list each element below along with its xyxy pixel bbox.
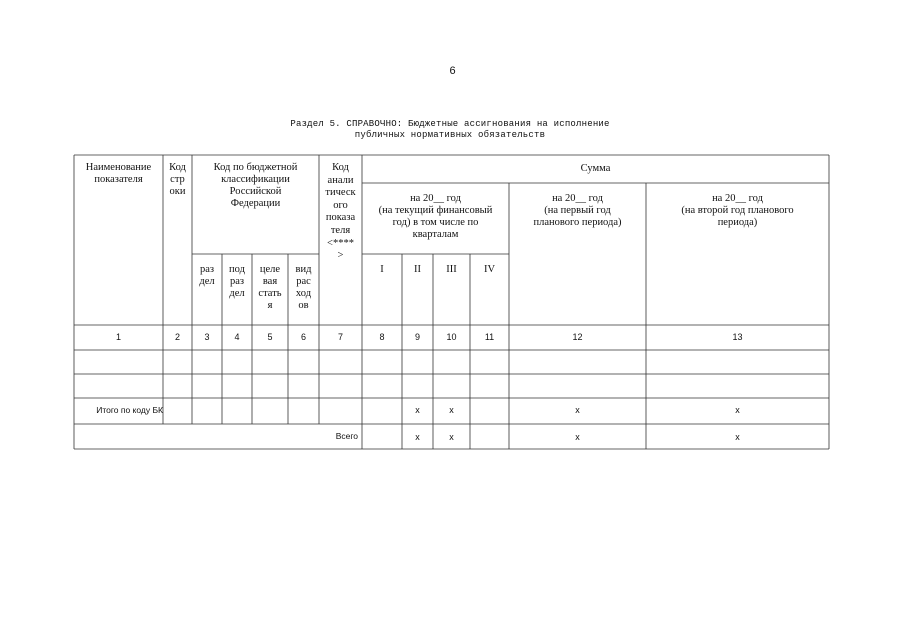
header-year-second: на 20__ год (на второй год планового периода) [681, 193, 794, 228]
header-analytic-code: Код анали тическ ого показа теля <**** > [325, 162, 356, 262]
header-expense-type: вид рас ход ов [295, 264, 312, 311]
total-bk-cell-12: x [575, 405, 580, 415]
header-year-current: на 20__ год (на текущий финансовый год) в том числе по кварталам [378, 193, 493, 240]
column-number: 1 [115, 332, 121, 342]
column-number: 13 [732, 332, 743, 342]
total-all-cell-10: x [449, 432, 454, 442]
column-number: 4 [234, 332, 240, 342]
page-number: 6 [449, 65, 456, 77]
header-budget-code: Код по бюджетной классификации Российской Федерации [213, 162, 298, 209]
header-sum: Сумма [580, 163, 611, 174]
total-all-label: Всего [335, 431, 358, 441]
header-podrazdel: под раз дел [229, 264, 245, 299]
column-number: 11 [484, 332, 495, 342]
total-all-cell-9: x [415, 432, 420, 442]
column-number: 7 [337, 332, 343, 342]
header-quarter-2: II [414, 264, 421, 275]
column-number: 2 [174, 332, 180, 342]
header-name: Наименование показателя [85, 162, 152, 185]
header-target-article: целе вая стать я [258, 264, 282, 311]
header-quarter-1: I [380, 264, 384, 275]
column-number: 12 [572, 332, 583, 342]
header-year-first: на 20__ год (на первый год планового периода) [533, 193, 622, 228]
header-row-code: Код стр оки [169, 162, 186, 197]
section-title: Раздел 5. СПРАВОЧНО: Бюджетные ассигнования на исполнение публичных нормативных обязательств [290, 119, 610, 140]
total-all-cell-13: x [735, 432, 740, 442]
column-number: 8 [379, 332, 385, 342]
column-number: 3 [204, 332, 210, 342]
total-bk-cell-13: x [735, 405, 740, 415]
header-razdel: раз дел [199, 264, 215, 287]
column-number: 9 [414, 332, 420, 342]
column-number: 5 [267, 332, 273, 342]
header-quarter-4: IV [483, 264, 496, 275]
total-bk-label: Итого по коду БК [96, 405, 163, 415]
column-number: 10 [446, 332, 457, 342]
total-bk-cell-10: x [449, 405, 454, 415]
header-quarter-3: III [446, 264, 457, 275]
total-bk-cell-9: x [415, 405, 420, 415]
column-number: 6 [300, 332, 306, 342]
total-all-cell-12: x [575, 432, 580, 442]
